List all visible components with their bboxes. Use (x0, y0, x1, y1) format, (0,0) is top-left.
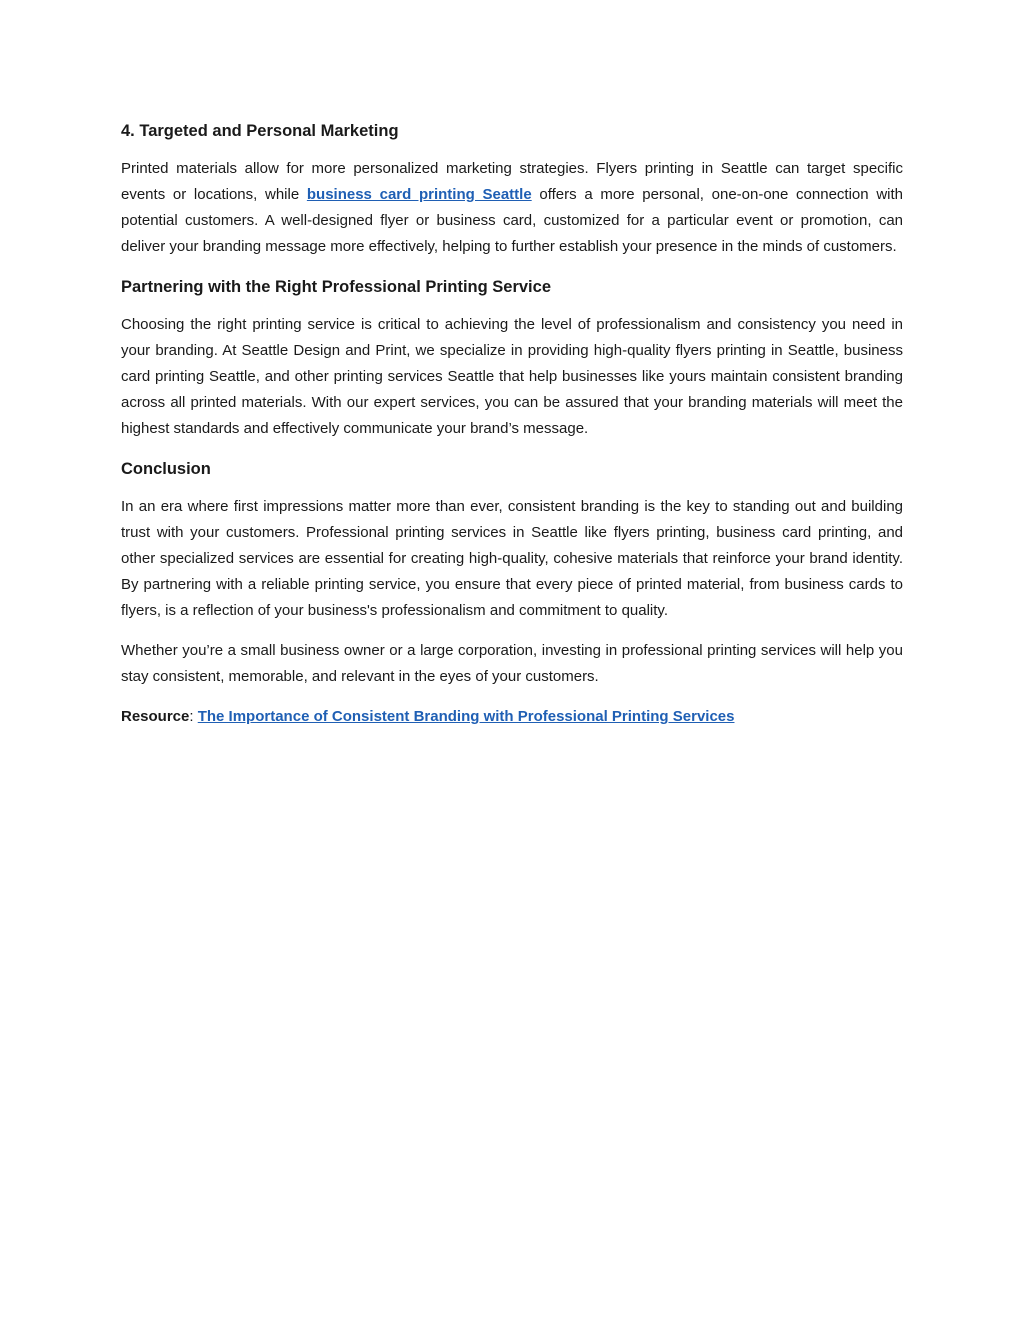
business-card-printing-link[interactable]: business card printing Seattle (306, 186, 532, 203)
section-heading: Partnering with the Right Professional Printing Service (121, 278, 551, 296)
resource-label: Resource (121, 708, 190, 725)
section-partnering (121, 274, 903, 442)
section-paragraph: Whether you’re a small business owner or a large corporation, investing in professional printing services will help you stay consistent, memorable, and relevant in the eyes of your customers. (121, 642, 903, 685)
section-heading: 4. Targeted and Personal Marketing (121, 122, 399, 140)
section-heading: Conclusion (121, 460, 211, 478)
section-targeted-marketing (121, 118, 903, 260)
resource-line (121, 704, 903, 730)
paragraph-text-after: offers a more personal, one-on-one connection with potential customers. A well-designed flyer or business card, customized for a particular event or promotion, can deliver your branding message more effectively, helping to further establish your presence in the minds of customers. (121, 186, 903, 255)
document-page (121, 118, 903, 744)
section-paragraph: In an era where first impressions matter more than ever, consistent branding is the key to standing out and building trust with your customers. Professional printing services in Seattle like flyers printing, business card printing, and other specialized services are essential for creating high-quality, cohesive materials that reinforce your brand identity. By partnering with a reliable printing service, you ensure that every piece of printed material, from business cards to flyers, is a reflection of your business's professionalism and commitment to quality. (121, 498, 903, 619)
resource-separator: : (189, 708, 198, 725)
resource-link[interactable]: The Importance of Consistent Branding with Professional Printing Services (197, 708, 735, 725)
paragraph-text-before: Printed materials allow for more personalized marketing strategies. Flyers printing in Seattle can target specific events or locations, while (121, 160, 903, 203)
section-conclusion (121, 456, 903, 690)
section-paragraph (121, 156, 903, 260)
section-paragraph: Choosing the right printing service is critical to achieving the level of professionalism and consistency you need in your branding. At Seattle Design and Print, we specialize in providing high-quality flyers printing in Seattle, business card printing Seattle, and other printing services Seattle that help businesses like yours maintain consistent branding across all printed materials. With our expert services, you can be assured that your branding materials will meet the highest standards and effectively communicate your brand’s message. (121, 316, 903, 437)
